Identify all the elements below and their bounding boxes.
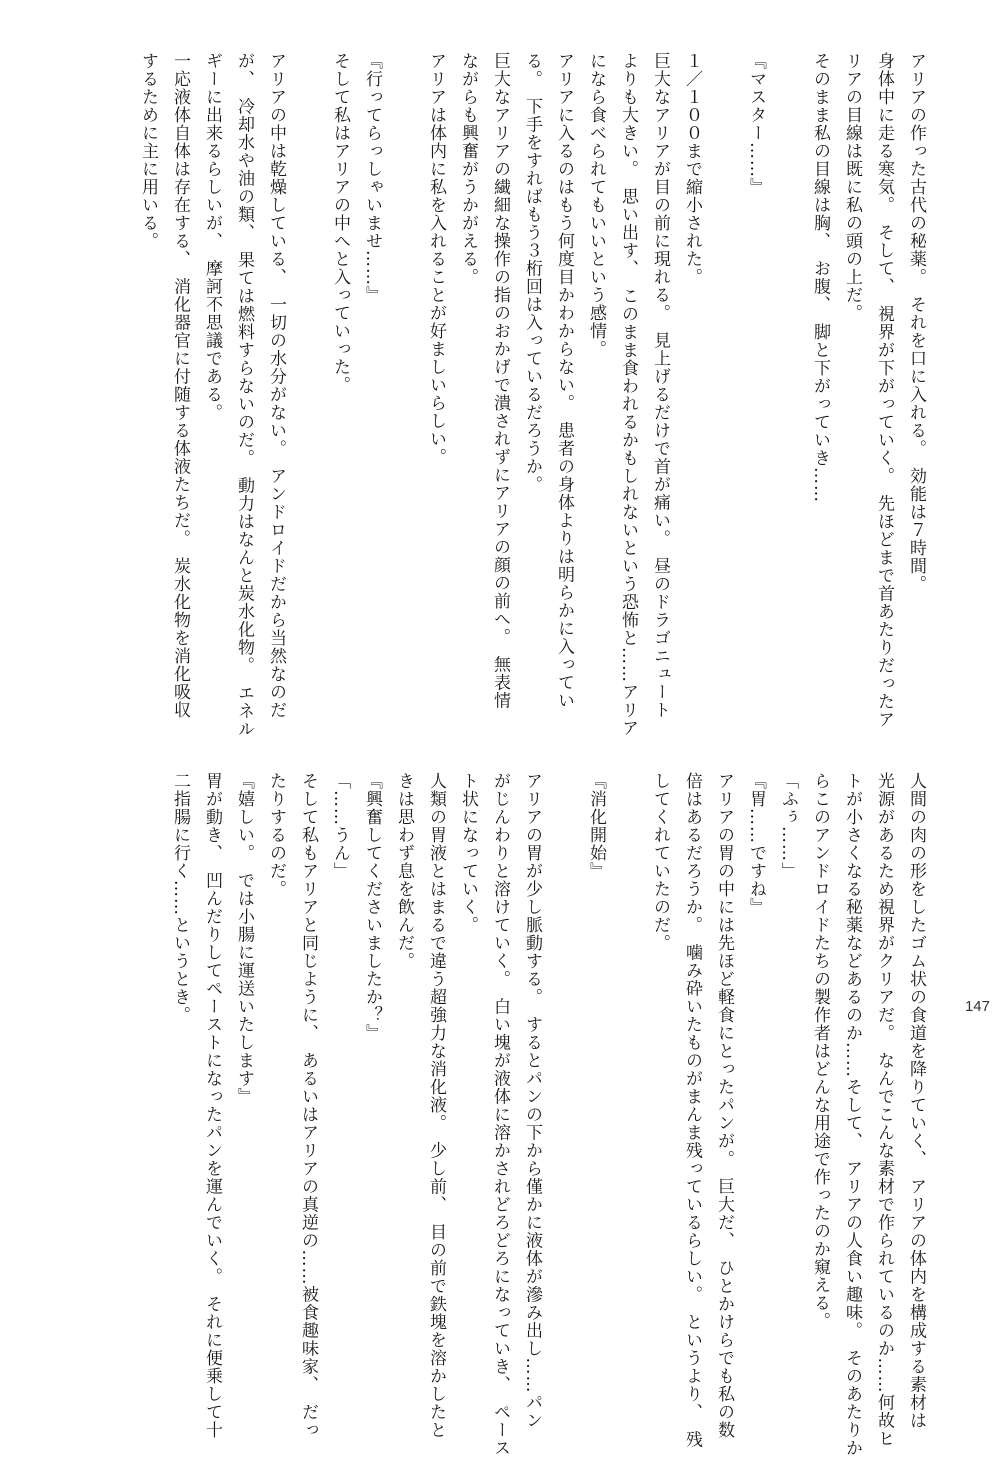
text-line: トが小さくなる秘薬などあるのか……そして、 アリアの人食い趣味。 そのあたりか: [842, 772, 862, 1457]
text-line: 『興奮してくださいましたか？』: [362, 772, 382, 1042]
text-line: １／１００まで縮小された。: [682, 52, 702, 286]
text-line: してくれていたのだ。: [650, 772, 670, 952]
text-line: [548, 772, 580, 1392]
text-line: 『消化開始』: [586, 772, 606, 880]
page-number: 147: [964, 998, 990, 1015]
text-line: アリアの胃の中には先ほど軽食にとったパンが。 巨大だ、 ひとかけらでも私の数: [714, 772, 734, 1439]
text-line: アリアの胃が少し脈動する。 するとパンの下から僅かに液体が滲み出し……パン: [522, 772, 542, 1430]
text-line: 人類の胃液とはまるで違う超強力な消化液。 少し前、 目の前で鉄塊を溶かしたと: [426, 772, 446, 1439]
text-line: 倍はあるだろうか。 噛み砕いたものがまんま残っているらしい。 というより、 残: [682, 772, 702, 1449]
text-block-top: [132, 52, 932, 738]
text-line: [292, 52, 324, 732]
text-line: たりするのだ。: [266, 772, 286, 898]
text-line: きは思わず息を飲んだ。: [394, 772, 414, 970]
text-line: するために主に用いる。: [138, 52, 158, 250]
text-line: [612, 772, 644, 1392]
text-line: 身体中に走る寒気。 そして、 視界が下がっていく。 先ほどまで首あたりだったア: [874, 52, 894, 729]
text-line: そして私もアリアと同じように、 あるいはアリアの真逆の……被食趣味家、 だっ: [298, 772, 318, 1439]
text-line: 二指腸に行く……というとき。: [170, 772, 190, 1024]
text-line: アリアの中は乾燥している、 一切の水分がない。 アンドロイドだから当然なのだ: [266, 52, 286, 719]
text-line: 「……うん」: [330, 772, 350, 880]
text-line: アリアに入るのはもう何度目かわからない。 患者の身体よりは明らかに入ってい: [554, 52, 574, 710]
text-line: が、 冷却水や油の類、 果ては燃料すらないのだ。 動力はなんと炭水化物。 エネル: [234, 52, 254, 738]
text-line: 人間の肉の形をしたゴム状の食道を降りていく、 アリアの体内を構成する素材は: [906, 772, 926, 1430]
text-line: 『行ってらっしゃいませ……』: [362, 52, 382, 304]
text-line: 「ふぅ……」: [778, 772, 798, 880]
text-line: よりも大きい。 思い出す、 このまま食われるかもしれないという恐怖と……アリア: [618, 52, 638, 737]
text-line: アリアの作った古代の秘薬。 それを口に入れる。 効能は７時間。: [906, 52, 926, 593]
text-block-bottom: [164, 772, 932, 1457]
text-line: 『マスター……』: [746, 52, 766, 196]
text-line: 巨大なアリアが目の前に現れる。 見上げるだけで首が痛い。 昼のドラゴニュート: [650, 52, 670, 719]
text-line: 一応液体自体は存在する、 消化器官に付随する体液たちだ。 炭水化物を消化吸収: [170, 52, 190, 719]
text-line: 胃が動き、 凹んだりしてペーストになったパンを運んでいく。 それに便乗して十: [202, 772, 222, 1439]
text-line: 巨大なアリアの繊細な操作の指のおかげで潰されずにアリアの顔の前へ。 無表情: [490, 52, 510, 710]
text-line: ト状になっていく。: [458, 772, 478, 934]
text-line: 『胃……ですね』: [746, 772, 766, 916]
text-line: 光源があるため視界がクリアだ。 なんでこんな素材で作られているのか……何故ヒ: [874, 772, 894, 1448]
text-line: [388, 52, 420, 732]
text-line: ギーに出来るらしいが、 摩訶不思議である。: [202, 52, 222, 422]
text-line: がじんわりと溶けていく。 白い塊が液体に溶かされどろどろになっていき、 ペース: [490, 772, 510, 1457]
text-line: そして私はアリアの中へと入っていった。: [330, 52, 350, 394]
text-line: [772, 52, 804, 732]
text-line: [708, 52, 740, 732]
text-line: 『嬉しい。 では小腸に運送いたします』: [234, 772, 254, 1106]
text-line: らこのアンドロイドたちの製作者はどんな用途で作ったのか窺える。: [810, 772, 830, 1330]
text-line: る。 下手をすればもう３桁回は入っているだろうか。: [522, 52, 542, 494]
text-line: そのまま私の目線は胸、 お腹、 脚と下がっていき……: [810, 52, 830, 503]
text-line: リアの目線は既に私の頭の上だ。: [842, 52, 862, 322]
text-line: アリアは体内に私を入れることが好ましいらしい。: [426, 52, 446, 466]
text-line: になら食べられてもいいという感情。: [586, 52, 606, 358]
text-line: ながらも興奮がうかがえる。: [458, 52, 478, 286]
